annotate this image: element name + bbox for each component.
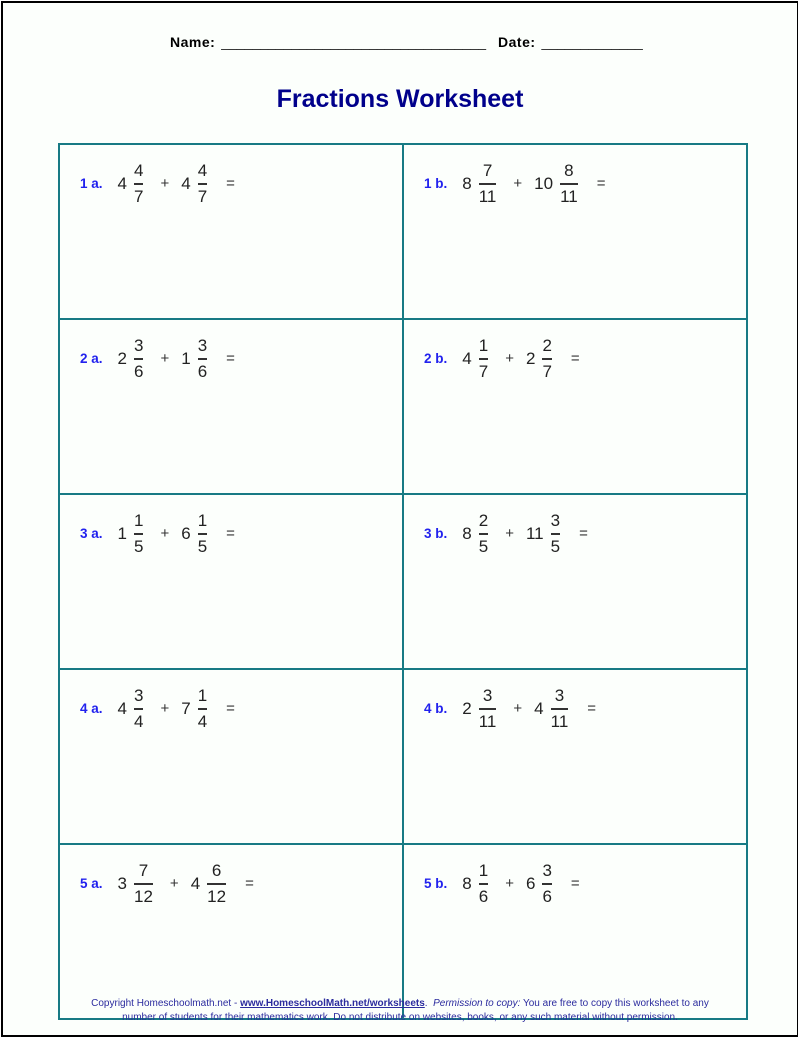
problem-expression xyxy=(462,336,579,381)
fraction-bar xyxy=(560,183,578,185)
plus-sign: + xyxy=(160,525,170,543)
problem-cell-4b xyxy=(403,669,747,844)
problem xyxy=(424,161,746,206)
problem-label: 2 a. xyxy=(80,351,103,367)
whole-number: 4 xyxy=(190,873,201,893)
fraction xyxy=(474,161,502,206)
problem-cell-1a xyxy=(59,144,403,319)
equals-sign: = xyxy=(570,350,580,368)
fraction xyxy=(193,161,212,206)
problem-label: 3 b. xyxy=(424,526,448,542)
denominator: 5 xyxy=(550,536,561,556)
fraction-bar xyxy=(207,883,226,885)
problem-expression xyxy=(118,511,235,556)
whole-number: 4 xyxy=(117,173,127,193)
problem-expression xyxy=(118,336,235,381)
whole-number: 8 xyxy=(462,173,472,193)
fraction-bar xyxy=(134,358,143,360)
problem-cell-3b xyxy=(403,494,747,669)
whole-number: 2 xyxy=(525,348,536,368)
numerator: 6 xyxy=(211,861,222,880)
whole-number: 7 xyxy=(181,698,191,718)
denominator: 7 xyxy=(542,361,552,381)
problem-expression xyxy=(462,511,588,556)
fraction-bar xyxy=(542,883,551,885)
numerator: 3 xyxy=(482,686,493,705)
numerator: 2 xyxy=(542,336,552,355)
plus-sign: + xyxy=(160,350,170,368)
numerator: 1 xyxy=(197,686,208,705)
problem xyxy=(80,336,402,381)
fraction xyxy=(474,861,493,906)
equals-sign: = xyxy=(570,875,580,893)
problem xyxy=(424,511,746,556)
numerator: 7 xyxy=(482,161,493,180)
problems-table xyxy=(58,143,748,1020)
denominator: 5 xyxy=(478,536,489,556)
numerator: 3 xyxy=(542,861,552,880)
fraction xyxy=(546,511,565,556)
problem-cell-1b xyxy=(403,144,747,319)
whole-number: 1 xyxy=(117,523,127,543)
fraction-bar xyxy=(479,358,488,360)
fraction xyxy=(537,336,556,381)
name-label: Name: xyxy=(170,34,216,50)
copyright-text xyxy=(80,997,720,1025)
worksheet-page xyxy=(1,1,798,1037)
numerator: 8 xyxy=(564,161,574,180)
plus-sign: + xyxy=(505,350,514,368)
whole-number: 1 xyxy=(181,348,191,368)
fraction-bar xyxy=(551,708,569,710)
numerator: 1 xyxy=(478,861,489,880)
problem-cell-4a xyxy=(59,669,403,844)
fraction xyxy=(474,511,493,556)
numerator: 3 xyxy=(554,686,565,705)
problem-label: 2 b. xyxy=(424,351,448,367)
whole-number: 6 xyxy=(181,523,191,543)
plus-sign: + xyxy=(160,700,170,718)
numerator: 3 xyxy=(550,511,561,530)
problem xyxy=(424,336,746,381)
problem-expression xyxy=(462,686,596,731)
problem-label: 5 a. xyxy=(80,876,103,892)
denominator: 6 xyxy=(197,361,208,381)
plus-sign: + xyxy=(513,175,523,193)
problem-label: 4 a. xyxy=(80,701,103,717)
problem-cell-2b xyxy=(403,319,747,494)
fraction xyxy=(129,336,148,381)
plus-sign: + xyxy=(505,875,514,893)
fraction-bar xyxy=(479,533,488,535)
denominator: 6 xyxy=(134,361,144,381)
whole-number: 11 xyxy=(525,523,544,543)
equals-sign: = xyxy=(587,700,597,718)
denominator: 7 xyxy=(134,186,144,206)
after-link-text: . xyxy=(424,998,434,1009)
name-blank-line: __________________________________ xyxy=(221,34,487,50)
problem-expression xyxy=(462,861,579,906)
fraction xyxy=(474,686,502,731)
problem-label: 1 a. xyxy=(80,176,103,192)
problem-cell-3a xyxy=(59,494,403,669)
fraction-bar xyxy=(198,183,207,185)
fraction-bar xyxy=(134,183,143,185)
fraction-bar xyxy=(198,708,207,710)
table-row xyxy=(59,669,747,844)
fraction-bar xyxy=(551,533,560,535)
fraction-bar xyxy=(542,358,551,360)
table-row xyxy=(59,844,747,1019)
problem-cell-5a xyxy=(59,844,403,1019)
problem xyxy=(424,861,746,906)
numerator: 1 xyxy=(197,511,208,530)
whole-number: 6 xyxy=(525,873,536,893)
whole-number: 4 xyxy=(462,348,472,368)
whole-number: 2 xyxy=(117,348,127,368)
problem xyxy=(80,161,402,206)
denominator: 11 xyxy=(478,711,497,731)
whole-number: 10 xyxy=(534,173,554,193)
numerator: 3 xyxy=(197,336,208,355)
problem xyxy=(80,861,402,906)
fraction-bar xyxy=(134,883,153,885)
denominator: 7 xyxy=(478,361,489,381)
denominator: 12 xyxy=(134,886,153,906)
problem-label: 4 b. xyxy=(424,701,448,717)
numerator: 3 xyxy=(134,686,144,705)
denominator: 11 xyxy=(550,711,569,731)
table-row xyxy=(59,144,747,319)
fraction xyxy=(193,336,212,381)
denominator: 11 xyxy=(560,186,578,206)
fraction xyxy=(193,686,212,731)
denominator: 7 xyxy=(197,186,208,206)
problem-cell-2a xyxy=(59,319,403,494)
numerator: 1 xyxy=(478,336,489,355)
denominator: 4 xyxy=(134,711,144,731)
fraction xyxy=(474,336,493,381)
table-row xyxy=(59,494,747,669)
denominator: 6 xyxy=(478,886,489,906)
table-row xyxy=(59,319,747,494)
problem-expression xyxy=(462,161,605,206)
permission-text: You are free to copy this worksheet to any number of students for their mathematics work. Do not distribute on websites, books, or any such material without permission. xyxy=(122,998,709,1023)
problem-cell-5b xyxy=(403,844,747,1019)
numerator: 1 xyxy=(134,511,144,530)
denominator: 5 xyxy=(197,536,208,556)
page-title: Fractions Worksheet xyxy=(276,85,524,113)
whole-number: 3 xyxy=(117,873,127,893)
whole-number: 4 xyxy=(117,698,127,718)
whole-number: 4 xyxy=(181,173,191,193)
problem-label: 3 a. xyxy=(80,526,103,542)
problem xyxy=(80,511,402,556)
fraction xyxy=(129,161,148,206)
fraction-bar xyxy=(198,358,207,360)
denominator: 5 xyxy=(134,536,144,556)
equals-sign: = xyxy=(596,175,606,193)
problem-expression xyxy=(118,686,235,731)
plus-sign: + xyxy=(160,175,170,193)
worksheets-link[interactable]: www.HomeschoolMath.net/worksheets xyxy=(240,998,425,1009)
date-label: Date: xyxy=(498,34,536,50)
denominator: 12 xyxy=(207,886,227,906)
fraction xyxy=(546,686,574,731)
problem-label: 5 b. xyxy=(424,876,448,892)
whole-number: 2 xyxy=(462,698,472,718)
problem xyxy=(80,686,402,731)
numerator: 4 xyxy=(197,161,208,180)
equals-sign: = xyxy=(226,525,235,543)
fraction xyxy=(202,861,231,906)
plus-sign: + xyxy=(505,525,514,543)
numerator: 4 xyxy=(134,161,144,180)
fraction xyxy=(537,861,556,906)
date-blank-line: _____________ xyxy=(541,34,643,50)
fraction xyxy=(193,511,212,556)
whole-number: 4 xyxy=(534,698,544,718)
fraction-bar xyxy=(479,708,497,710)
problem-label: 1 b. xyxy=(424,176,448,192)
plus-sign: + xyxy=(169,875,179,893)
denominator: 11 xyxy=(478,186,497,206)
numerator: 7 xyxy=(138,861,149,880)
equals-sign: = xyxy=(579,525,588,543)
equals-sign: = xyxy=(226,700,235,718)
numerator: 3 xyxy=(134,336,144,355)
permission-label: Permission to copy: xyxy=(433,998,521,1009)
equals-sign: = xyxy=(226,175,235,193)
denominator: 4 xyxy=(197,711,208,731)
plus-sign: + xyxy=(513,700,523,718)
fraction xyxy=(129,861,158,906)
fraction xyxy=(129,686,148,731)
numerator: 2 xyxy=(478,511,489,530)
fraction-bar xyxy=(134,533,143,535)
fraction-bar xyxy=(134,708,143,710)
whole-number: 8 xyxy=(462,873,472,893)
copyright-prefix: Copyright Homeschoolmath.net - xyxy=(91,998,241,1009)
footer xyxy=(3,997,797,1025)
fraction xyxy=(555,161,583,206)
fraction-bar xyxy=(479,883,488,885)
equals-sign: = xyxy=(226,350,235,368)
fraction xyxy=(129,511,148,556)
problem-expression xyxy=(118,861,254,906)
problem xyxy=(424,686,746,731)
problem-expression xyxy=(118,161,235,206)
denominator: 6 xyxy=(542,886,552,906)
equals-sign: = xyxy=(245,875,254,893)
header xyxy=(170,34,643,50)
fraction-bar xyxy=(479,183,497,185)
fraction-bar xyxy=(198,533,207,535)
whole-number: 8 xyxy=(462,523,472,543)
